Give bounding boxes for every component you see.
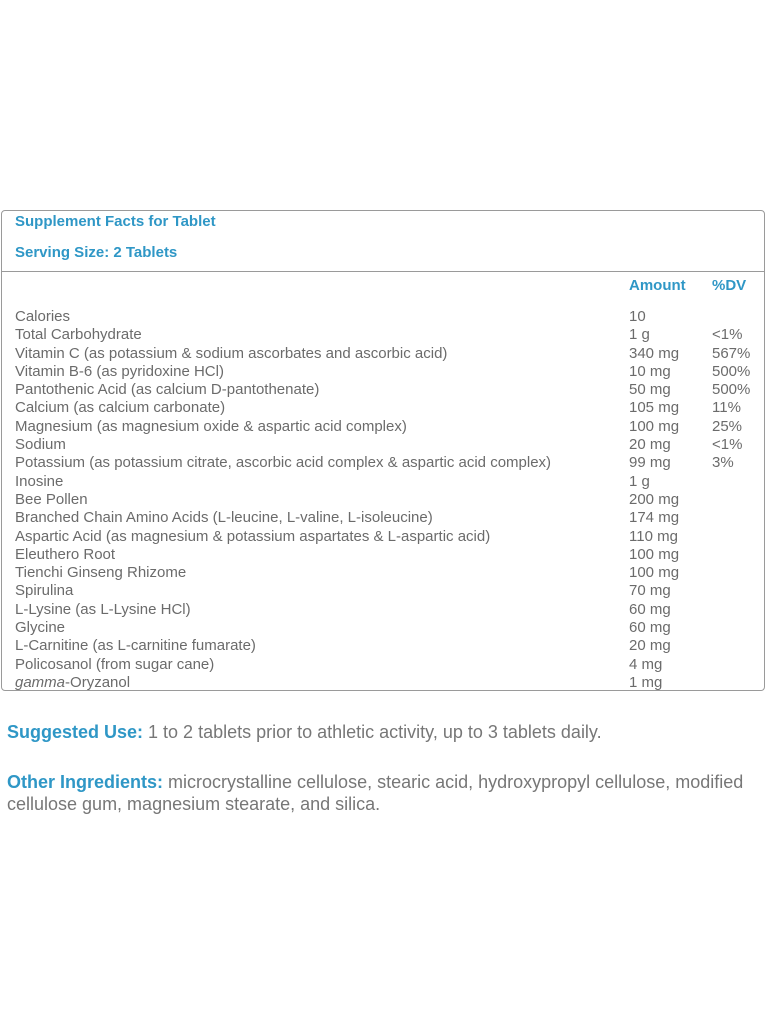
nutrient-amount: 100 mg [629, 564, 680, 582]
nutrient-name-text: Total Carbohydrate [15, 326, 142, 344]
other-ingredients-label: Other Ingredients: [7, 772, 164, 792]
nutrient-name [15, 381, 319, 399]
nutrient-amount: 10 mg [629, 362, 671, 380]
nutrient-row [15, 509, 760, 527]
nutrient-name [15, 399, 225, 417]
nutrient-row [15, 637, 760, 655]
nutrient-row [15, 619, 760, 637]
nutrient-name-text: Policosanol (from sugar cane) [15, 655, 215, 673]
nutrient-name-prefix: gamma [15, 673, 66, 691]
nutrient-name-text: Inosine [15, 472, 64, 490]
nutrient-name [15, 674, 130, 692]
nutrient-amount: 100 mg [629, 417, 680, 435]
nutrient-row [15, 326, 760, 344]
nutrient-row [15, 436, 760, 454]
nutrient-name-text: Aspartic Acid (as magnesium & potassium aspartates & L-aspartic acid) [15, 527, 491, 545]
nutrient-name [15, 308, 70, 326]
nutrient-amount: 105 mg [629, 399, 680, 417]
column-header-amount: Amount [629, 277, 686, 294]
nutrient-name [15, 528, 490, 546]
nutrient-name-text: -Oryzanol [65, 673, 131, 691]
nutrient-dv: 567% [712, 344, 751, 362]
nutrient-amount: 1 g [629, 326, 650, 344]
nutrient-amount: 99 mg [629, 454, 671, 472]
nutrient-name-text: Pantothenic Acid (as calcium D-pantothenate) [15, 381, 320, 399]
nutrient-row [15, 656, 760, 674]
nutrient-dv: <1% [712, 326, 743, 344]
supplement-facts-panel [1, 210, 765, 691]
nutrient-amount: 340 mg [629, 344, 680, 362]
nutrient-row [15, 582, 760, 600]
column-header-dv: %DV [712, 277, 747, 294]
nutrient-name-text: Glycine [15, 619, 66, 637]
nutrient-amount: 110 mg [629, 527, 678, 545]
nutrient-amount: 60 mg [629, 600, 671, 618]
nutrient-row [15, 473, 760, 491]
nutrient-amount: 100 mg [629, 545, 680, 563]
nutrient-name-text: Potassium (as potassium citrate, ascorbic acid complex & aspartic acid complex) [15, 454, 552, 472]
nutrient-row [15, 564, 760, 582]
nutrient-amount: 20 mg [629, 436, 671, 454]
nutrient-name-text: Calcium (as calcium carbonate) [15, 399, 226, 417]
nutrient-dv: 25% [712, 417, 743, 435]
nutrient-dv: 3% [712, 454, 734, 472]
suggested-use-text: 1 to 2 tablets prior to athletic activity, up to 3 tablets daily. [143, 722, 602, 742]
suggested-use-label: Suggested Use: [7, 722, 144, 742]
suggested-use [7, 721, 747, 743]
nutrient-name [15, 637, 256, 655]
nutrient-dv: 11% [712, 399, 741, 417]
nutrient-name-text: Calories [15, 308, 71, 325]
nutrient-name [15, 326, 142, 344]
nutrient-row [15, 674, 760, 692]
nutrient-name-text: L-Lysine (as L-Lysine HCl) [15, 600, 191, 618]
nutrient-name-text: Bee Pollen [15, 490, 88, 508]
nutrient-row [15, 454, 760, 472]
nutrient-amount: 174 mg [629, 509, 680, 527]
facts-title: Supplement Facts for Tablet [15, 213, 216, 230]
nutrient-name-text: L-Carnitine (as L-carnitine fumarate) [15, 637, 256, 655]
nutrient-row [15, 601, 760, 619]
nutrient-name [15, 582, 73, 600]
nutrient-row [15, 418, 760, 436]
nutrient-name-text: Magnesium (as magnesium oxide & aspartic acid complex) [15, 417, 407, 435]
nutrient-dv: <1% [712, 436, 743, 454]
nutrient-name-text: Sodium [15, 436, 66, 454]
nutrient-row [15, 308, 760, 326]
nutrient-name [15, 546, 115, 564]
nutrient-name-text: Vitamin C (as potassium & sodium ascorbates and ascorbic acid) [15, 344, 448, 362]
nutrient-amount: 10 [629, 308, 646, 325]
nutrient-name [15, 418, 407, 436]
nutrient-dv: 500% [712, 362, 751, 380]
nutrient-name-text: Eleuthero Root [15, 545, 116, 563]
nutrient-row [15, 528, 760, 546]
serving-size: Serving Size: 2 Tablets [15, 244, 178, 261]
nutrient-amount: 4 mg [629, 655, 663, 673]
nutrient-row [15, 381, 760, 399]
facts-divider [2, 271, 764, 272]
nutrient-name [15, 473, 63, 491]
nutrient-amount: 60 mg [629, 619, 671, 637]
nutrient-name [15, 345, 447, 363]
nutrient-name [15, 436, 66, 454]
nutrient-row [15, 363, 760, 381]
nutrient-row [15, 546, 760, 564]
nutrient-name [15, 601, 191, 619]
nutrient-name [15, 509, 433, 527]
other-ingredients-text: microcrystalline cellulose, stearic acid, hydroxypropyl cellulose, modified cellulose gum, magnesium stearate, and silica. [7, 772, 744, 814]
nutrient-amount: 50 mg [629, 381, 671, 399]
nutrient-name-text: Tienchi Ginseng Rhizome [15, 564, 187, 582]
nutrient-name-text: Branched Chain Amino Acids (L-leucine, L-valine, L-isoleucine) [15, 509, 433, 527]
nutrient-name-text: Vitamin B-6 (as pyridoxine HCl) [15, 362, 224, 380]
nutrient-amount: 70 mg [629, 582, 671, 600]
nutrient-row [15, 345, 760, 363]
nutrient-name [15, 656, 214, 674]
nutrient-name [15, 363, 224, 381]
nutrient-name [15, 564, 186, 582]
nutrient-amount: 200 mg [629, 490, 680, 508]
nutrient-name [15, 454, 551, 472]
other-ingredients [7, 771, 747, 815]
nutrient-amount: 1 g [629, 472, 650, 490]
nutrient-name [15, 491, 88, 509]
nutrient-row [15, 491, 760, 509]
nutrient-dv: 500% [712, 381, 751, 399]
nutrient-list [15, 308, 760, 692]
nutrient-name-text: Spirulina [15, 582, 74, 600]
nutrient-row [15, 399, 760, 417]
nutrient-name [15, 619, 65, 637]
nutrient-amount: 20 mg [629, 637, 671, 655]
nutrient-amount: 1 mg [629, 673, 663, 691]
